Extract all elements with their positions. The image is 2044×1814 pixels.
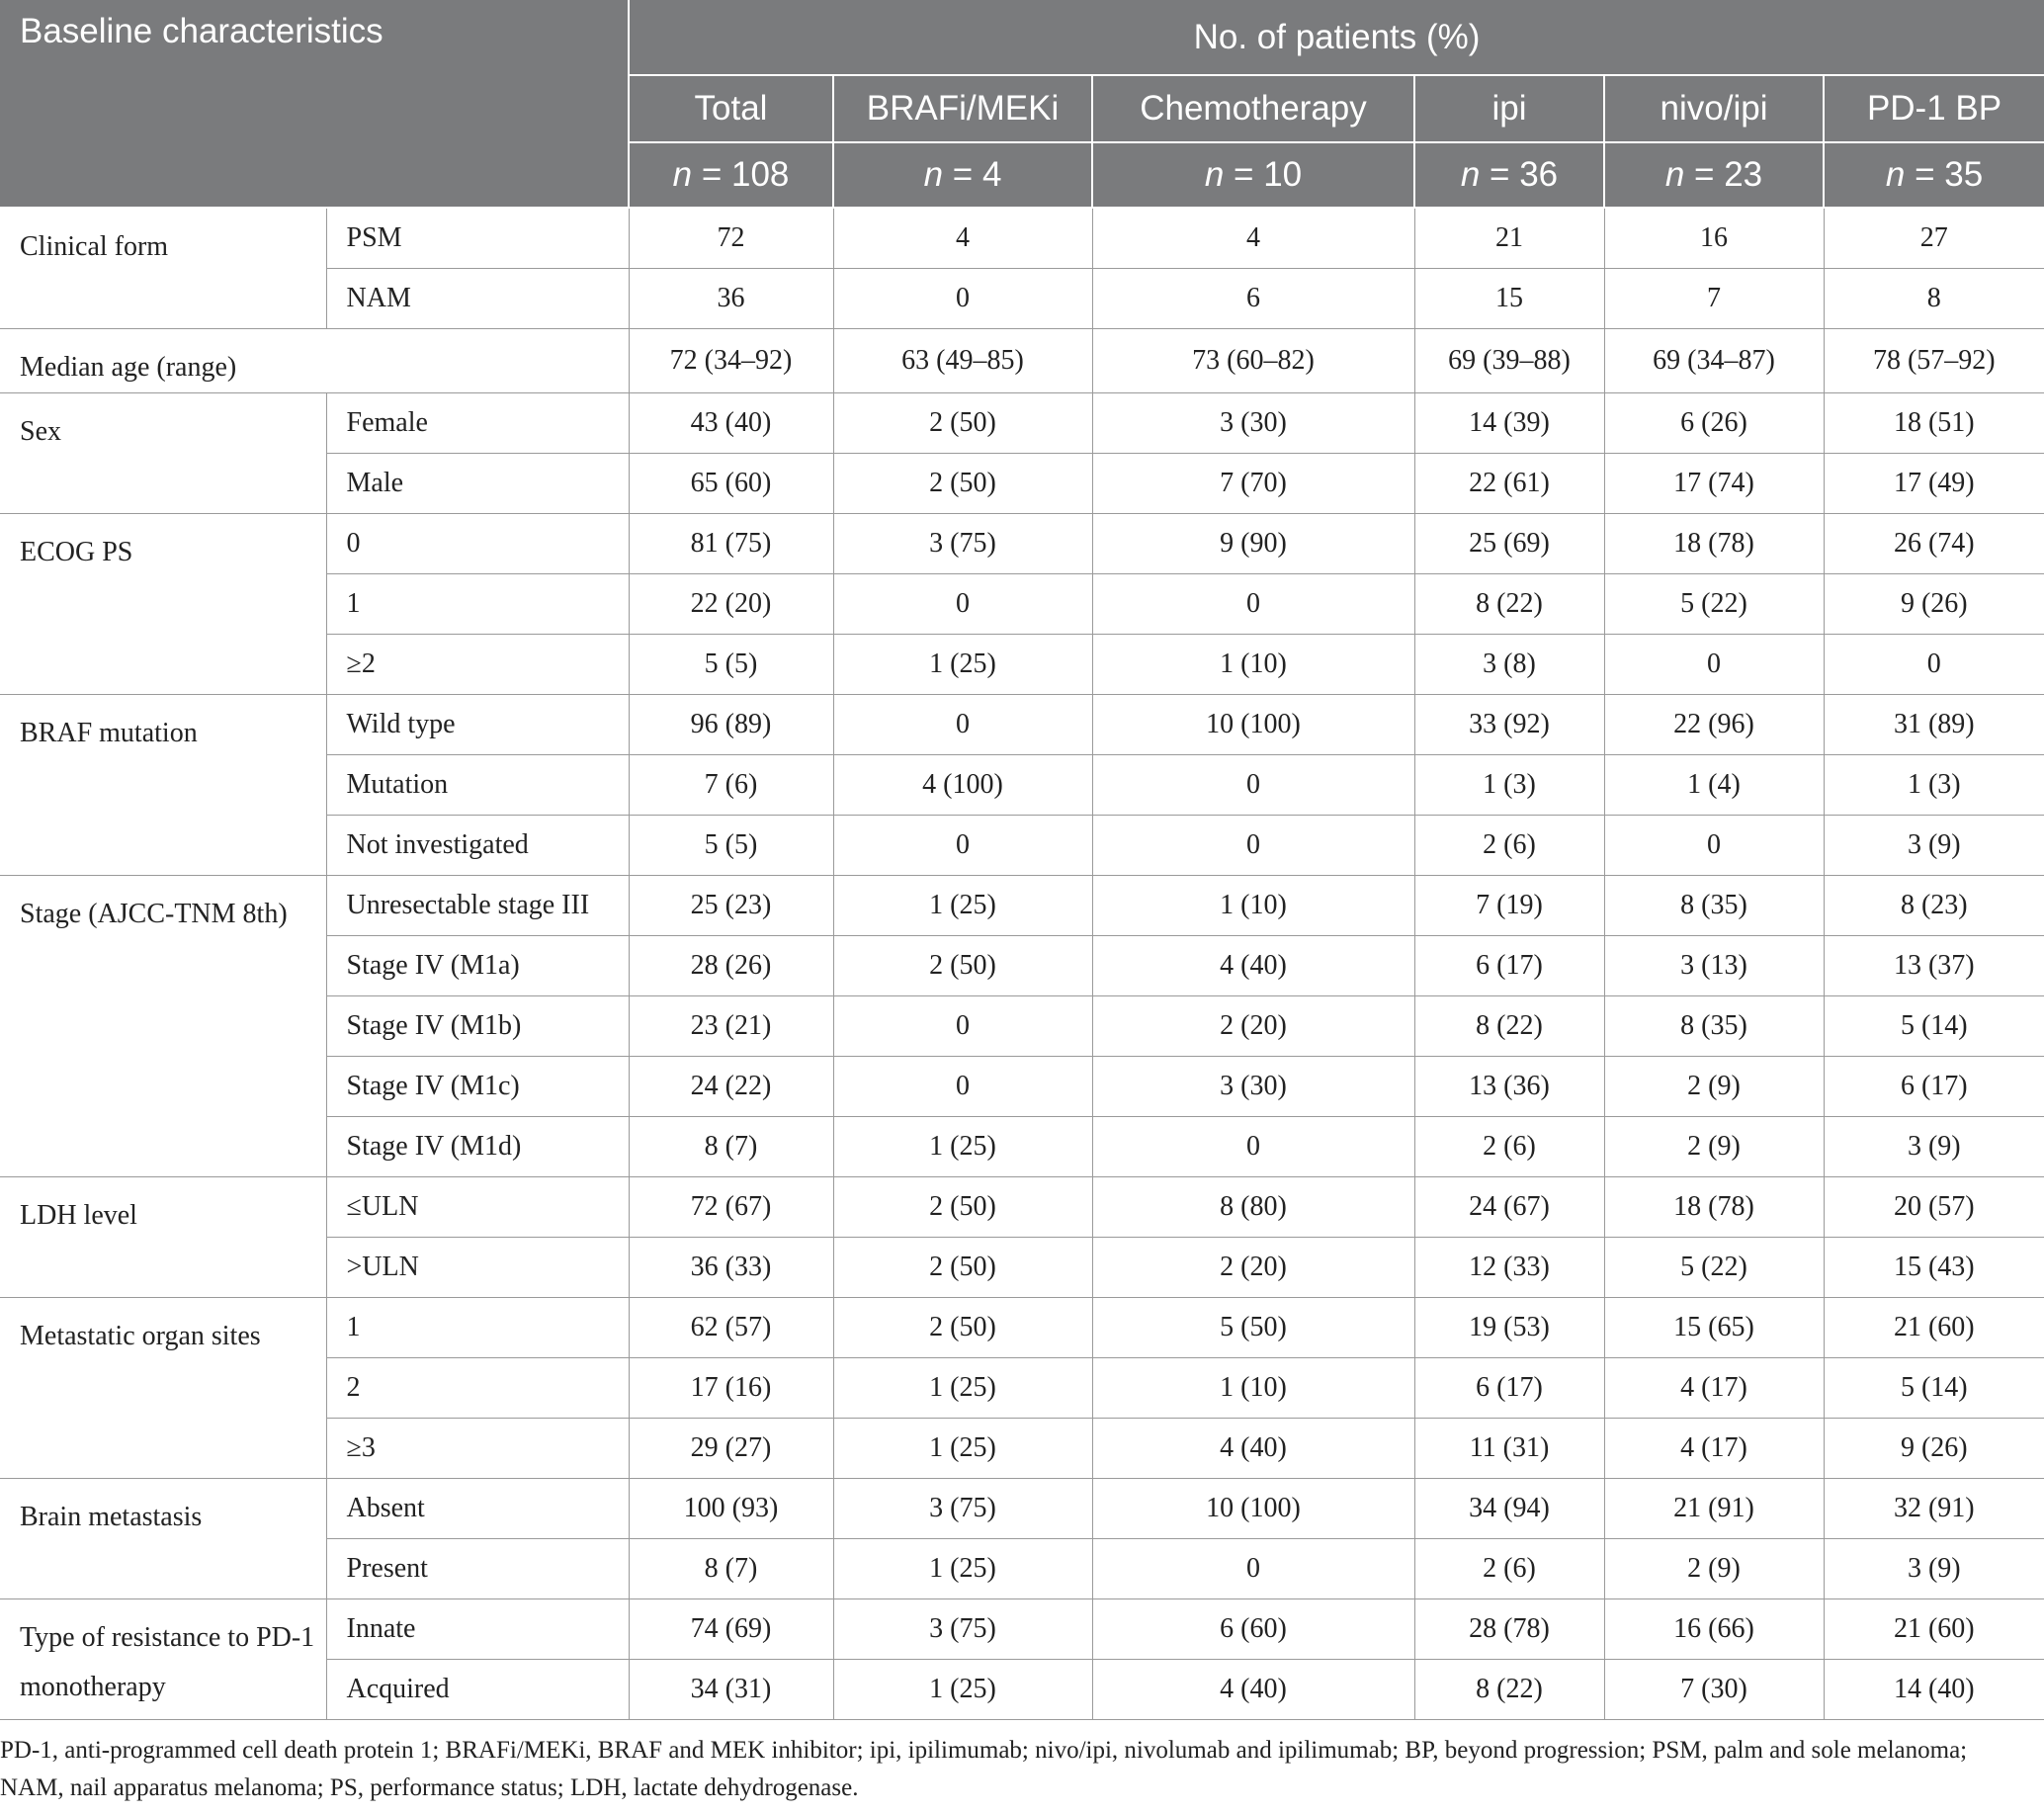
row-sub-label: Female <box>326 392 629 453</box>
n-symbol: n <box>923 155 944 194</box>
row-sub-label: Not investigated <box>326 815 629 875</box>
cell-nivo-ipi: 5 (22) <box>1604 1237 1824 1297</box>
cell-pd1-bp: 9 (26) <box>1824 573 2044 634</box>
cell-nivo-ipi: 1 (4) <box>1604 754 1824 815</box>
header-n-total <box>629 142 833 208</box>
n-value: = 35 <box>1915 155 1984 194</box>
cell-chemotherapy: 6 (60) <box>1092 1598 1414 1659</box>
cell-nivo-ipi: 21 (91) <box>1604 1478 1824 1538</box>
cell-ipi: 15 <box>1414 268 1604 328</box>
cell-chemotherapy: 7 (70) <box>1092 453 1414 513</box>
table-header <box>0 0 2044 208</box>
table-row <box>0 1598 2044 1659</box>
row-sub-label: Stage IV (M1d) <box>326 1116 629 1176</box>
cell-ipi: 2 (6) <box>1414 815 1604 875</box>
cell-pd1-bp: 26 (74) <box>1824 513 2044 573</box>
cell-brafi-meki: 2 (50) <box>833 453 1092 513</box>
cell-chemotherapy: 6 <box>1092 268 1414 328</box>
cell-pd1-bp: 17 (49) <box>1824 453 2044 513</box>
cell-chemotherapy: 9 (90) <box>1092 513 1414 573</box>
row-sub-label: Male <box>326 453 629 513</box>
cell-chemotherapy: 0 <box>1092 1538 1414 1598</box>
table-row <box>0 208 2044 268</box>
cell-brafi-meki: 2 (50) <box>833 1237 1092 1297</box>
header-baseline-characteristics: Baseline characteristics <box>0 0 629 208</box>
header-col-nivo-ipi: nivo/ipi <box>1604 75 1824 142</box>
row-group-label: ECOG PS <box>0 513 326 694</box>
row-sub-label: >ULN <box>326 1237 629 1297</box>
cell-ipi: 14 (39) <box>1414 392 1604 453</box>
n-symbol: n <box>1664 155 1685 194</box>
cell-pd1-bp: 21 (60) <box>1824 1297 2044 1357</box>
table-row <box>0 513 2044 573</box>
row-group-label: LDH level <box>0 1176 326 1297</box>
n-value: = 4 <box>952 155 1002 194</box>
n-value: = 10 <box>1234 155 1303 194</box>
cell-nivo-ipi: 0 <box>1604 634 1824 694</box>
cell-total: 22 (20) <box>629 573 833 634</box>
cell-brafi-meki: 2 (50) <box>833 1297 1092 1357</box>
cell-brafi-meki: 2 (50) <box>833 935 1092 995</box>
n-symbol: n <box>1204 155 1225 194</box>
cell-ipi: 13 (36) <box>1414 1056 1604 1116</box>
cell-chemotherapy: 0 <box>1092 815 1414 875</box>
cell-nivo-ipi: 7 <box>1604 268 1824 328</box>
table-row <box>0 328 2044 392</box>
row-group-label: BRAF mutation <box>0 694 326 875</box>
table-footnote: PD-1, anti-programmed cell death protein 1; BRAFi/MEKi, BRAF and MEK inhibitor; ipi, ipilimumab; nivo/ipi, nivolumab and ipilimumab; BP, beyond progression; PSM, palm and sole melanoma; NAM, nail apparatus melanoma; PS, performance status; LDH, lactate dehydrogenase. <box>0 1737 1968 1801</box>
table-row <box>0 1176 2044 1237</box>
cell-chemotherapy: 1 (10) <box>1092 875 1414 935</box>
cell-chemotherapy: 2 (20) <box>1092 995 1414 1056</box>
cell-nivo-ipi: 0 <box>1604 815 1824 875</box>
cell-ipi: 11 (31) <box>1414 1418 1604 1478</box>
cell-ipi: 69 (39–88) <box>1414 328 1604 392</box>
cell-nivo-ipi: 15 (65) <box>1604 1297 1824 1357</box>
cell-pd1-bp: 78 (57–92) <box>1824 328 2044 392</box>
cell-nivo-ipi: 2 (9) <box>1604 1056 1824 1116</box>
cell-ipi: 2 (6) <box>1414 1538 1604 1598</box>
cell-ipi: 8 (22) <box>1414 1659 1604 1719</box>
table-row <box>0 875 2044 935</box>
cell-total: 74 (69) <box>629 1598 833 1659</box>
cell-ipi: 28 (78) <box>1414 1598 1604 1659</box>
cell-pd1-bp: 18 (51) <box>1824 392 2044 453</box>
cell-pd1-bp: 13 (37) <box>1824 935 2044 995</box>
cell-ipi: 21 <box>1414 208 1604 268</box>
cell-ipi: 19 (53) <box>1414 1297 1604 1357</box>
cell-pd1-bp: 3 (9) <box>1824 1538 2044 1598</box>
cell-total: 96 (89) <box>629 694 833 754</box>
header-no-of-patients: No. of patients (%) <box>629 0 2044 75</box>
header-col-pd1-bp: PD-1 BP <box>1824 75 2044 142</box>
cell-brafi-meki: 1 (25) <box>833 1538 1092 1598</box>
cell-brafi-meki: 0 <box>833 1056 1092 1116</box>
cell-chemotherapy: 0 <box>1092 754 1414 815</box>
row-sub-label: ≤ULN <box>326 1176 629 1237</box>
cell-chemotherapy: 5 (50) <box>1092 1297 1414 1357</box>
row-sub-label: Present <box>326 1538 629 1598</box>
row-group-label: Metastatic organ sites <box>0 1297 326 1478</box>
cell-chemotherapy: 4 (40) <box>1092 935 1414 995</box>
cell-nivo-ipi: 69 (34–87) <box>1604 328 1824 392</box>
row-group-label: Type of resistance to PD-1 monotherapy <box>0 1598 326 1719</box>
cell-ipi: 7 (19) <box>1414 875 1604 935</box>
cell-pd1-bp: 5 (14) <box>1824 1357 2044 1418</box>
row-sub-label: PSM <box>326 208 629 268</box>
header-n-pd1-bp <box>1824 142 2044 208</box>
n-symbol: n <box>1460 155 1481 194</box>
cell-brafi-meki: 2 (50) <box>833 1176 1092 1237</box>
table-body <box>0 208 2044 1719</box>
header-col-chemotherapy: Chemotherapy <box>1092 75 1414 142</box>
cell-brafi-meki: 1 (25) <box>833 1116 1092 1176</box>
n-value: = 36 <box>1490 155 1559 194</box>
header-col-ipi: ipi <box>1414 75 1604 142</box>
cell-total: 7 (6) <box>629 754 833 815</box>
cell-brafi-meki: 3 (75) <box>833 1598 1092 1659</box>
cell-total: 72 (34–92) <box>629 328 833 392</box>
cell-nivo-ipi: 2 (9) <box>1604 1538 1824 1598</box>
cell-nivo-ipi: 16 (66) <box>1604 1598 1824 1659</box>
row-sub-label: Mutation <box>326 754 629 815</box>
cell-pd1-bp: 8 (23) <box>1824 875 2044 935</box>
cell-pd1-bp: 21 (60) <box>1824 1598 2044 1659</box>
cell-chemotherapy: 8 (80) <box>1092 1176 1414 1237</box>
header-col-total: Total <box>629 75 833 142</box>
cell-ipi: 24 (67) <box>1414 1176 1604 1237</box>
row-sub-label: ≥3 <box>326 1418 629 1478</box>
row-sub-label: Absent <box>326 1478 629 1538</box>
cell-ipi: 8 (22) <box>1414 995 1604 1056</box>
cell-nivo-ipi: 18 (78) <box>1604 513 1824 573</box>
cell-ipi: 33 (92) <box>1414 694 1604 754</box>
cell-total: 8 (7) <box>629 1538 833 1598</box>
cell-brafi-meki: 63 (49–85) <box>833 328 1092 392</box>
cell-total: 65 (60) <box>629 453 833 513</box>
cell-brafi-meki: 0 <box>833 694 1092 754</box>
header-n-ipi <box>1414 142 1604 208</box>
cell-chemotherapy: 1 (10) <box>1092 634 1414 694</box>
header-col-brafi-meki: BRAFi/MEKi <box>833 75 1092 142</box>
cell-brafi-meki: 0 <box>833 995 1092 1056</box>
cell-brafi-meki: 3 (75) <box>833 513 1092 573</box>
cell-brafi-meki: 1 (25) <box>833 875 1092 935</box>
cell-brafi-meki: 1 (25) <box>833 1659 1092 1719</box>
row-sub-label: NAM <box>326 268 629 328</box>
table-row <box>0 1297 2044 1357</box>
cell-brafi-meki: 3 (75) <box>833 1478 1092 1538</box>
cell-pd1-bp: 15 (43) <box>1824 1237 2044 1297</box>
cell-nivo-ipi: 16 <box>1604 208 1824 268</box>
cell-total: 5 (5) <box>629 634 833 694</box>
cell-ipi: 22 (61) <box>1414 453 1604 513</box>
cell-pd1-bp: 9 (26) <box>1824 1418 2044 1478</box>
cell-total: 5 (5) <box>629 815 833 875</box>
cell-ipi: 2 (6) <box>1414 1116 1604 1176</box>
cell-pd1-bp: 20 (57) <box>1824 1176 2044 1237</box>
cell-total: 72 <box>629 208 833 268</box>
row-group-label: Sex <box>0 392 326 513</box>
n-symbol: n <box>1885 155 1906 194</box>
cell-brafi-meki: 1 (25) <box>833 1357 1092 1418</box>
cell-total: 36 (33) <box>629 1237 833 1297</box>
cell-nivo-ipi: 17 (74) <box>1604 453 1824 513</box>
cell-nivo-ipi: 5 (22) <box>1604 573 1824 634</box>
cell-brafi-meki: 4 (100) <box>833 754 1092 815</box>
cell-nivo-ipi: 7 (30) <box>1604 1659 1824 1719</box>
cell-brafi-meki: 0 <box>833 573 1092 634</box>
cell-chemotherapy: 1 (10) <box>1092 1357 1414 1418</box>
cell-brafi-meki: 0 <box>833 815 1092 875</box>
cell-chemotherapy: 2 (20) <box>1092 1237 1414 1297</box>
cell-total: 25 (23) <box>629 875 833 935</box>
row-sub-label: Unresectable stage III <box>326 875 629 935</box>
cell-total: 72 (67) <box>629 1176 833 1237</box>
header-n-brafi-meki <box>833 142 1092 208</box>
cell-nivo-ipi: 6 (26) <box>1604 392 1824 453</box>
cell-nivo-ipi: 8 (35) <box>1604 995 1824 1056</box>
cell-pd1-bp: 14 (40) <box>1824 1659 2044 1719</box>
n-symbol: n <box>672 155 693 194</box>
row-sub-label: Stage IV (M1b) <box>326 995 629 1056</box>
n-value: = 108 <box>701 155 790 194</box>
cell-nivo-ipi: 4 (17) <box>1604 1357 1824 1418</box>
cell-total: 34 (31) <box>629 1659 833 1719</box>
row-sub-label: 1 <box>326 1297 629 1357</box>
table-row <box>0 1478 2044 1538</box>
n-value: = 23 <box>1694 155 1763 194</box>
cell-brafi-meki: 1 (25) <box>833 1418 1092 1478</box>
cell-chemotherapy: 10 (100) <box>1092 1478 1414 1538</box>
cell-chemotherapy: 4 <box>1092 208 1414 268</box>
cell-ipi: 6 (17) <box>1414 935 1604 995</box>
row-group-label: Brain metastasis <box>0 1478 326 1598</box>
cell-brafi-meki: 2 (50) <box>833 392 1092 453</box>
cell-nivo-ipi: 4 (17) <box>1604 1418 1824 1478</box>
cell-total: 29 (27) <box>629 1418 833 1478</box>
table-row <box>0 392 2044 453</box>
cell-chemotherapy: 4 (40) <box>1092 1418 1414 1478</box>
row-sub-label: Wild type <box>326 694 629 754</box>
cell-pd1-bp: 5 (14) <box>1824 995 2044 1056</box>
cell-ipi: 8 (22) <box>1414 573 1604 634</box>
cell-ipi: 12 (33) <box>1414 1237 1604 1297</box>
cell-pd1-bp: 0 <box>1824 634 2044 694</box>
cell-total: 24 (22) <box>629 1056 833 1116</box>
cell-pd1-bp: 6 (17) <box>1824 1056 2044 1116</box>
cell-chemotherapy: 3 (30) <box>1092 1056 1414 1116</box>
cell-pd1-bp: 3 (9) <box>1824 1116 2044 1176</box>
row-group-label: Median age (range) <box>0 328 629 392</box>
row-sub-label: Stage IV (M1a) <box>326 935 629 995</box>
cell-chemotherapy: 73 (60–82) <box>1092 328 1414 392</box>
cell-chemotherapy: 0 <box>1092 1116 1414 1176</box>
cell-nivo-ipi: 18 (78) <box>1604 1176 1824 1237</box>
cell-total: 81 (75) <box>629 513 833 573</box>
row-group-label: Stage (AJCC-TNM 8th) <box>0 875 326 1176</box>
cell-pd1-bp: 8 <box>1824 268 2044 328</box>
cell-pd1-bp: 27 <box>1824 208 2044 268</box>
row-sub-label: 1 <box>326 573 629 634</box>
cell-ipi: 25 (69) <box>1414 513 1604 573</box>
cell-nivo-ipi: 2 (9) <box>1604 1116 1824 1176</box>
cell-total: 43 (40) <box>629 392 833 453</box>
cell-total: 62 (57) <box>629 1297 833 1357</box>
cell-brafi-meki: 0 <box>833 268 1092 328</box>
row-sub-label: 0 <box>326 513 629 573</box>
row-sub-label: Acquired <box>326 1659 629 1719</box>
cell-chemotherapy: 4 (40) <box>1092 1659 1414 1719</box>
cell-brafi-meki: 1 (25) <box>833 634 1092 694</box>
cell-ipi: 3 (8) <box>1414 634 1604 694</box>
row-sub-label: 2 <box>326 1357 629 1418</box>
cell-total: 36 <box>629 268 833 328</box>
cell-total: 100 (93) <box>629 1478 833 1538</box>
cell-ipi: 1 (3) <box>1414 754 1604 815</box>
cell-pd1-bp: 3 (9) <box>1824 815 2044 875</box>
cell-chemotherapy: 10 (100) <box>1092 694 1414 754</box>
cell-ipi: 34 (94) <box>1414 1478 1604 1538</box>
cell-nivo-ipi: 22 (96) <box>1604 694 1824 754</box>
cell-nivo-ipi: 8 (35) <box>1604 875 1824 935</box>
row-sub-label: Innate <box>326 1598 629 1659</box>
header-n-nivo-ipi <box>1604 142 1824 208</box>
header-n-chemotherapy <box>1092 142 1414 208</box>
row-group-label: Clinical form <box>0 208 326 328</box>
row-sub-label: ≥2 <box>326 634 629 694</box>
cell-pd1-bp: 1 (3) <box>1824 754 2044 815</box>
cell-total: 17 (16) <box>629 1357 833 1418</box>
cell-ipi: 6 (17) <box>1414 1357 1604 1418</box>
row-sub-label: Stage IV (M1c) <box>326 1056 629 1116</box>
cell-total: 28 (26) <box>629 935 833 995</box>
cell-pd1-bp: 31 (89) <box>1824 694 2044 754</box>
cell-brafi-meki: 4 <box>833 208 1092 268</box>
cell-chemotherapy: 3 (30) <box>1092 392 1414 453</box>
cell-total: 23 (21) <box>629 995 833 1056</box>
cell-total: 8 (7) <box>629 1116 833 1176</box>
cell-nivo-ipi: 3 (13) <box>1604 935 1824 995</box>
cell-chemotherapy: 0 <box>1092 573 1414 634</box>
table-row <box>0 694 2044 754</box>
cell-pd1-bp: 32 (91) <box>1824 1478 2044 1538</box>
